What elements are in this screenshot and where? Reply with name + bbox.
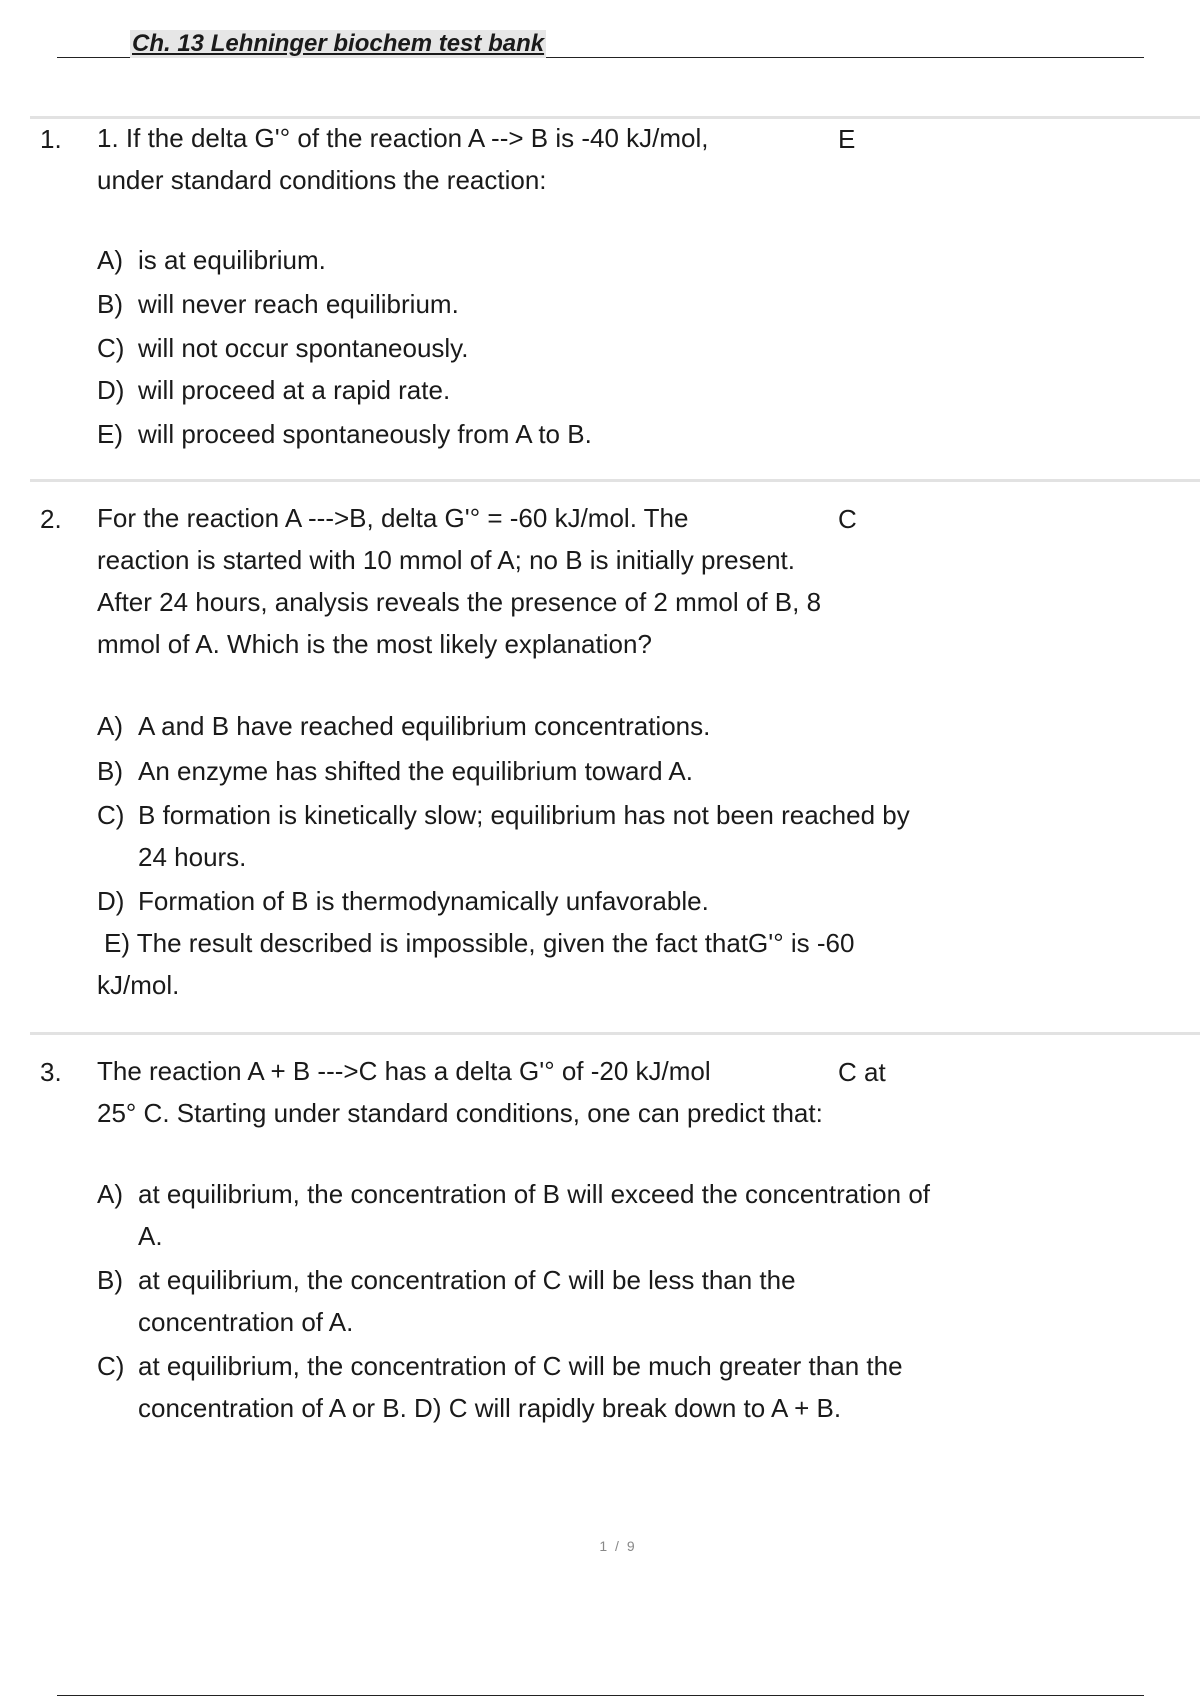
option (97, 750, 937, 792)
option-letter: B) (97, 289, 123, 319)
question-line: 25° C. Starting under standard conditions, one can predict that: (97, 1098, 823, 1128)
option (97, 922, 937, 1006)
question-text (97, 1050, 937, 1134)
option-letter: C) (97, 333, 125, 363)
option (97, 1173, 937, 1257)
option-text: Formation of B is thermodynamically unfavorable. (138, 886, 709, 916)
option-text: A and B have reached equilibrium concentrations. (138, 711, 711, 741)
option-text: will proceed at a rapid rate. (138, 375, 451, 405)
option-text: will proceed spontaneously from A to B. (138, 419, 592, 449)
option-text: B formation is kinetically slow; equilibrium has not been reached by 24 hours. (138, 800, 910, 872)
option-letter: A) (97, 1179, 123, 1209)
question-number: 2. (40, 504, 62, 534)
option-text: at equilibrium, the concentration of C will be much greater than the concentration of A or B. D) C will rapidly break down to A + B. (138, 1351, 903, 1423)
option-text: will not occur spontaneously. (138, 333, 469, 363)
option-text: An enzyme has shifted the equilibrium toward A. (138, 756, 693, 786)
option (97, 794, 937, 878)
option (97, 327, 937, 369)
option-letter: A) (97, 245, 123, 275)
answer-key: E (838, 124, 856, 154)
option (97, 1259, 937, 1343)
option (97, 413, 937, 455)
question-line: mmol of A. Which is the most likely explanation? (97, 629, 652, 659)
question-line: For the reaction A --->B, delta G'° = -60 kJ/mol. The (97, 503, 689, 533)
option-letter: B) (97, 1265, 123, 1295)
option (97, 880, 937, 922)
question-divider (30, 479, 1200, 482)
question-text (97, 497, 937, 665)
option-letter: D) (97, 886, 125, 916)
question-divider (30, 1032, 1200, 1035)
option-letter: B) (97, 756, 123, 786)
option (97, 1345, 937, 1429)
option-letter: C) (97, 1351, 125, 1381)
page-number: 1 / 9 (599, 1538, 637, 1554)
question-text (97, 117, 937, 201)
question-line: 1. If the delta G'° of the reaction A --> B is -40 kJ/mol, (97, 123, 709, 153)
option-text: E) The result described is impossible, given the fact thatG'° is -60 kJ/mol. (97, 928, 855, 1000)
answer-key: C (838, 504, 857, 534)
question-number: 3. (40, 1057, 62, 1087)
question-line: under standard conditions the reaction: (97, 165, 547, 195)
option-text: at equilibrium, the concentration of C will be less than the concentration of A. (138, 1265, 796, 1337)
option (97, 239, 937, 281)
question-line: The reaction A + B --->C has a delta G'° of -20 kJ/mol (97, 1056, 711, 1086)
option-letter: C) (97, 800, 125, 830)
option-letter: E) (97, 419, 123, 449)
option-letter: D) (97, 375, 125, 405)
question-number: 1. (40, 124, 62, 154)
option (97, 705, 937, 747)
question-line: After 24 hours, analysis reveals the presence of 2 mmol of B, 8 (97, 587, 822, 617)
option-letter: A) (97, 711, 123, 741)
option-text: at equilibrium, the concentration of B will exceed the concentration of A. (138, 1179, 931, 1251)
option-text: will never reach equilibrium. (138, 289, 459, 319)
answer-key: C at (838, 1057, 886, 1087)
option-text: is at equilibrium. (138, 245, 326, 275)
option (97, 369, 937, 411)
footer-rule (57, 1695, 1144, 1696)
page-title: Ch. 13 Lehninger biochem test bank (132, 30, 545, 57)
question-line: reaction is started with 10 mmol of A; no B is initially present. (97, 545, 795, 575)
option (97, 283, 937, 325)
